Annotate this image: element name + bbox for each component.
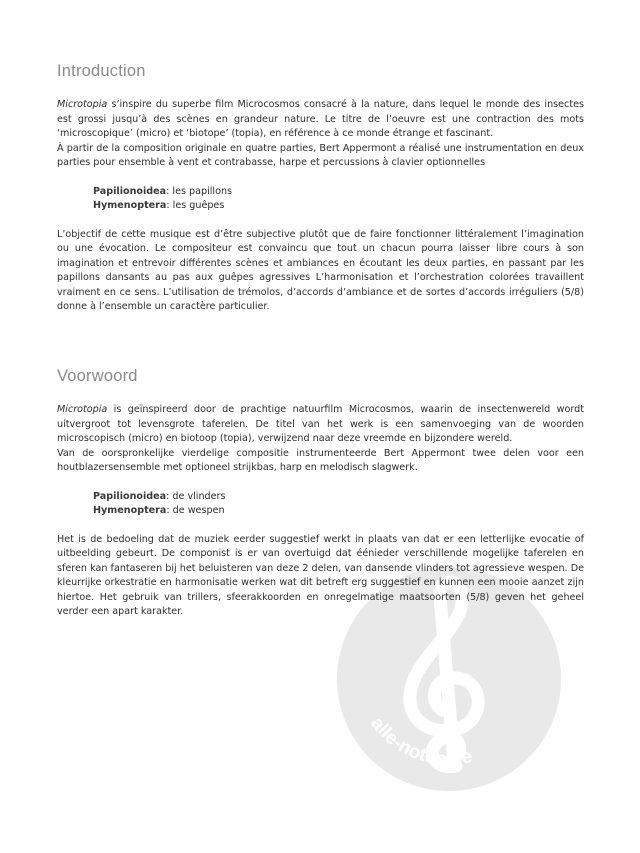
species-name: Hymenoptera — [93, 200, 167, 211]
voorwoord-heading: Voorwoord — [57, 367, 138, 385]
introduction-paragraph-2: À partir de la composition originale en quatre parties, Bert Appermont a réalisé une instrumentation en deux parties pour ensemble à vent et contrabasse, harpe et percussions à clavier optionnelles — [57, 142, 584, 168]
introduction-section — [57, 62, 584, 315]
species-item: Papilionoidea: de vlinders — [93, 490, 226, 502]
voorwoord-paragraph-2: Van de oorspronkelijke vierdelige compositie instrumenteerde Bert Appermont twee delen voor een houtblazersensemble met optioneel strijkbas, harp en melodisch slagwerk. — [57, 447, 584, 473]
species-item: Papilionoidea: les papillons — [93, 185, 233, 197]
species-list — [93, 185, 584, 214]
introduction-heading: Introduction — [57, 62, 146, 80]
introduction-paragraph-3: L’objectif de cette musique est d’être subjective plutôt que de faire fonctionner littéralement l’imagination ou une évocation. Le compositeur est convaincu que tout un chacun pourra laisser libre cours à son imagination et entrevoir différentes scènes et ambiances en écoutant les deux parties, en passant par les papillons dansants au pas aux guêpes agressives L’harmonisation et l’orchestration colorées travaillent vraiment en ce sens. L’utilisation de trémolos, d’accords d’ambiance et de sortes d’accords irréguliers (5/8) donne à l’ensemble un caractère particulier. — [57, 228, 584, 312]
species-item: Hymenoptera: les guêpes — [93, 200, 225, 211]
watermark-text: alle-noten.de — [366, 713, 475, 770]
species-name: Hymenoptera — [93, 505, 167, 516]
work-title: Microtopia — [57, 404, 108, 415]
species-name: Papilionoidea — [93, 185, 167, 197]
voorwoord-paragraph-3: Het is de bedoeling dat de muziek eerder suggestief werkt in plaats van dat er een letterlijke evocatie of uitbeelding gebeurt. De componist is er van overtuigd dat éénieder verschillende mogelijke taferelen en sferen kan fantaseren bij het beluisteren van deze 2 delen, van dansende vlinders tot agressieve wespen. De kleurrijke orkestratie en harmonisatie werken wat dit betreft erg suggestief en kunnen een mooie aanzet zijn hiertoe. Het gebruik van trillers, sfeerakkoorden en onregelmatige maatsoorten (5/8) geven het geheel verder een apart karakter. — [57, 533, 584, 617]
species-item: Hymenoptera: de wespen — [93, 505, 225, 516]
work-title: Microtopia — [57, 99, 108, 110]
species-name: Papilionoidea — [93, 490, 167, 502]
introduction-paragraph-1: Microtopia s’inspire du superbe film Microcosmos consacré à la nature, dans lequel le monde des insectes est grossi jusqu’à des scènes en grandeur nature. Le titre de l’oeuvre est une contraction des mots ‘microscopique’ (micro) et ‘biotope’ (topia), en référence à ce monde étrange et fascinant. — [57, 99, 584, 139]
voorwoord-paragraph-1: Microtopia is geïnspireerd door de prachtige natuurfilm Microcosmos, waarin de insectenwereld wordt uitvergroot tot levensgrote taferelen. De titel van het werk is een samenvoeging van de woorden microscopisch (micro) en biotoop (topia), verwijzend naar deze vreemde en bijzondere wereld. — [57, 404, 584, 444]
voorwoord-section — [57, 367, 584, 620]
species-list — [93, 490, 584, 519]
